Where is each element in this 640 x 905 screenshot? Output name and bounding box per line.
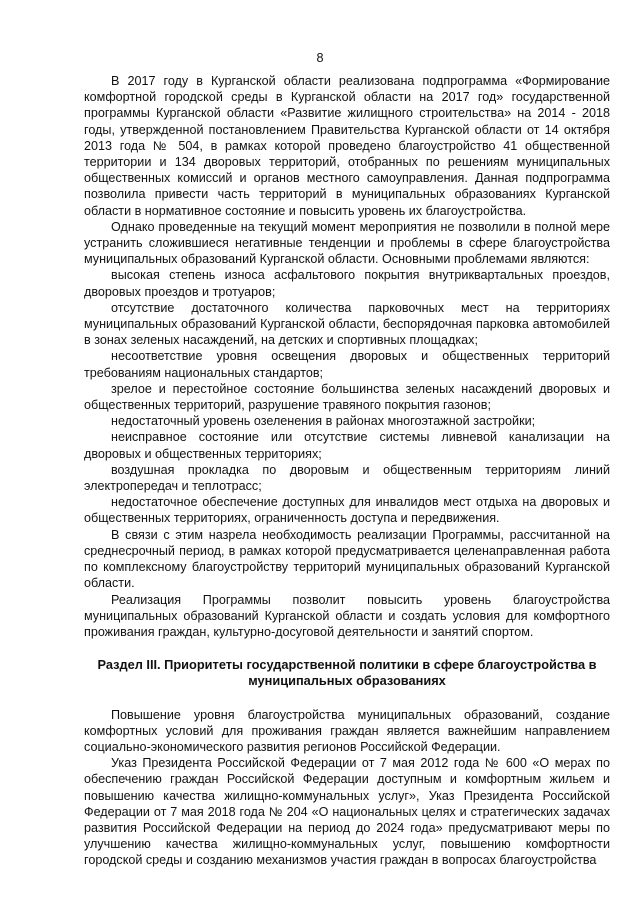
list-item: воздушная прокладка по дворовым и общественным территориям линий электропередач и теплотрасс;	[84, 462, 610, 494]
document-body	[84, 73, 610, 869]
section-heading: Раздел III. Приоритеты государственной политики в сфере благоустройства в муниципальных образованиях	[97, 657, 597, 689]
paragraph: Указ Президента Российской Федерации от 7 мая 2012 года № 600 «О мерах по обеспечению граждан Российской Федерации доступным и комфортным жильем и повышению качества жилищно-коммунальных услуг», Указ Президента Российской Федерации от 7 мая 2018 года № 204 «О национальных целях и стратегических задачах развития Российской Федерации на период до 2024 года» предусматривают меры по улучшению качества жилищно-коммунальных услуг, повышению комфортности городской среды и созданию механизмов участия граждан в вопросах благоустройства	[84, 756, 610, 868]
paragraph: В связи с этим назрела необходимость реализации Программы, рассчитанной на среднесрочный период, в рамках которой предусматривается целенаправленная работа по комплексному благоустройству территорий муниципальных образований Курганской области.	[84, 527, 610, 591]
list-item: зрелое и перестойное состояние большинства зеленых насаждений дворовых и общественных территорий, разрушение травяного покрытия газонов;	[84, 381, 610, 413]
paragraph: Однако проведенные на текущий момент мероприятия не позволили в полной мере устранить сложившиеся негативные тенденции и проблемы в сфере благоустройства муниципальных образований Курганской области. Основными проблемами являются:	[84, 219, 610, 267]
list-item: отсутствие достаточного количества парковочных мест на территориях муниципальных образований Курганской области, беспорядочная парковка автомобилей в зонах зеленых насаждений, на детских и спортивных площадках;	[84, 300, 610, 348]
list-item: высокая степень износа асфальтового покрытия внутриквартальных проездов, дворовых проездов и тротуаров;	[84, 268, 610, 299]
paragraph: Реализация Программы позволит повысить уровень благоустройства муниципальных образований Курганской области и создать условия для комфортного проживания граждан, культурно-досуговой деятельности и занятий спортом.	[84, 592, 610, 639]
list-item: недостаточное обеспечение доступных для инвалидов мест отдыха на дворовых и общественных территориях, ограниченность доступа и передвижения.	[84, 495, 610, 526]
paragraph: Повышение уровня благоустройства муниципальных образований, создание комфортных условий для проживания граждан является важнейшим направлением социально-экономического развития регионов Российской Федерации.	[84, 707, 610, 754]
page-number: 8	[316, 51, 324, 65]
list-item: неисправное состояние или отсутствие системы ливневой канализации на дворовых и общественных территориях;	[84, 430, 610, 461]
list-item: недостаточный уровень озеленения в районах многоэтажной застройки;	[111, 414, 536, 429]
list-item: несоответствие уровня освещения дворовых и общественных территорий требованиям национальных стандартов;	[84, 349, 610, 380]
paragraph: В 2017 году в Курганской области реализована подпрограмма «Формирование комфортной городской среды в Курганской области на 2017 год» государственной программы Курганской области «Развитие жилищного строительства» на 2014 - 2018 годы, утвержденной постановлением Правительства Курганской области от 14 октября 2013 года № 504, в рамках которой проведено благоустройство 41 общественной территории и 134 дворовых территорий, отобранных по решениям муниципальных общественных комиссий и органов местного самоуправления. Данная подпрограмма позволила привести часть территорий в муниципальных образованиях Курганской области в нормативное состояние и повысить уровень их благоустройства.	[84, 74, 610, 218]
